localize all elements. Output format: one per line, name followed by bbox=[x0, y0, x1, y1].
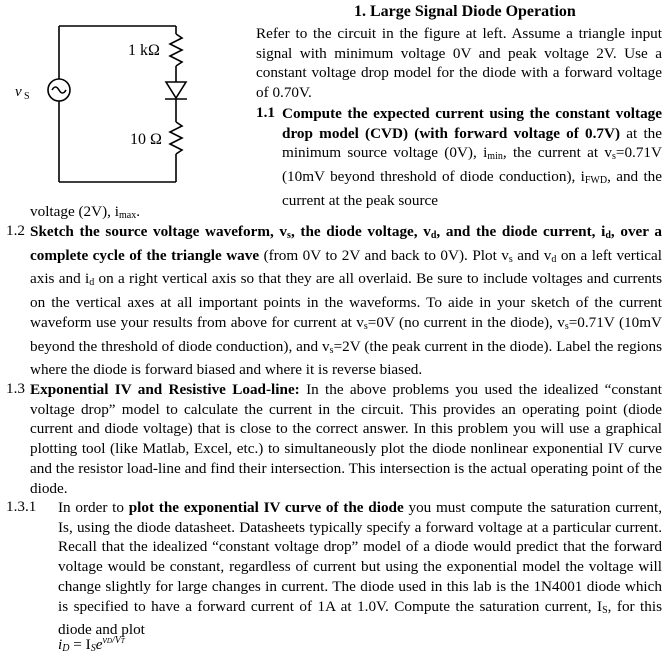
problem-number: 1.3 bbox=[6, 380, 25, 397]
source-label: v bbox=[15, 84, 22, 100]
diode-icon bbox=[166, 82, 186, 98]
problem-number: 1.3.1 bbox=[6, 498, 37, 515]
problem-text: Compute the expected current using the constant voltage drop model (CVD) (with forward voltage of 0.7V) at the minimum source voltage (0V), $i_{min}$, the current at $v_s=0.71V$ (10mV beyond threshold of diode conduction), $i_{FWD}$, and the current at the peak source bbox=[282, 105, 663, 209]
section-title: 1. Large Signal Diode Operation bbox=[354, 3, 576, 20]
problem-1-1-tail: voltage (2V), $i_{max}$. bbox=[30, 203, 141, 221]
source-label-sub: S bbox=[24, 91, 30, 102]
intro-paragraph: Refer to the circuit in the figure at left. Assume a triangle input signal with minimum voltage 0V and peak voltage 2V. Use a constant voltage drop model for the diode with a forward voltage of 0.70V. bbox=[256, 25, 662, 102]
problem-text: Sketch the source voltage waveform, $v_s$, the diode voltage, $v_d$, and the diode current, $i_d$, over a complete cycle of the triangle wave (from 0V to 2V and back to 0V). Plot $v_s$ and $v_d$ on a left vertical axis and $i_d$ on a right vertical axis so that they are all overlaid. Be sure to include voltages and currents on the vertical axes at all important points in the waveforms. To aide in your sketch of the current waveform use your results from above for current at $v_s=0V$ (no current in the diode), $v_s=0.71V$ (10mV beyond the threshold of diode conduction), and $v_s=2V$ (the peak current in the diode). Label the regions where the diode is forward biased and where it is reverse biased. bbox=[30, 223, 662, 379]
sine-icon bbox=[52, 87, 66, 93]
circuit-diagram bbox=[0, 0, 240, 200]
diode-equation: $i_D = I_Se^{vD/VT}$ bbox=[58, 635, 125, 654]
problem-number: 1.1 bbox=[256, 104, 275, 121]
resistor-10-icon bbox=[170, 122, 182, 154]
r2-label: 10 Ω bbox=[130, 131, 162, 148]
problem-text: In order to plot the exponential IV curve of the diode you must compute the saturation current, Is, using the diode datasheet. Datasheets typically specify a forward voltage at a particular current. Recall that the idealized “constant voltage drop” model of a diode would predict that the forward voltage would be constant, regardless of current but using the exponential model the voltage will change slightly for large changes in current. The diode used in this lab is the 1N4001 diode which is specified to have a forward current of 1A at 1.0V. Compute the saturation current, $I_S$, for this diode and plot bbox=[58, 499, 663, 639]
r1-label: 1 kΩ bbox=[128, 42, 160, 59]
problem-text: Exponential IV and Resistive Load-line: In the above problems you used the idealized “constant voltage drop” model to calculate the current in the circuit. This provides an operating point (diode current and diode voltage) that is close to the correct answer. In this problem you will use a graphical plotting tool (like Matlab, Excel, etc.) to simultaneously plot the diode nonlinear exponential IV curve and the resistor load-line and find their intersection. This intersection is the actual operating point of the diode. bbox=[30, 381, 662, 497]
resistor-1k-icon bbox=[170, 34, 182, 66]
problem-number: 1.2 bbox=[6, 222, 25, 239]
